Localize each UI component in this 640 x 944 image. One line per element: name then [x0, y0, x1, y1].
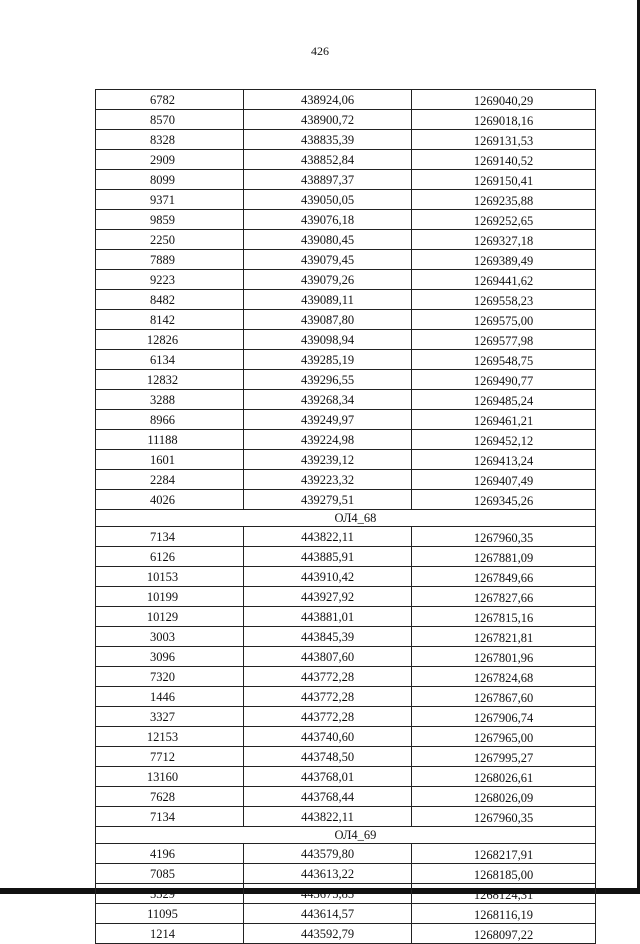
section-title: ОЛ4_69: [96, 827, 596, 844]
point-number-cell: 7134: [96, 527, 244, 547]
y-coordinate-cell: 1269131,53: [412, 130, 596, 150]
x-coordinate-cell: 443768,01: [244, 767, 412, 787]
x-coordinate-cell: 443822,11: [244, 807, 412, 827]
table-row: [96, 250, 596, 270]
x-coordinate-cell: 443748,50: [244, 747, 412, 767]
point-number-cell: 10129: [96, 607, 244, 627]
y-coordinate-cell: 1269490,77: [412, 370, 596, 390]
y-coordinate-cell: 1269327,18: [412, 230, 596, 250]
x-coordinate-cell: 443675,85: [244, 884, 412, 904]
point-number-cell: 7320: [96, 667, 244, 687]
y-coordinate-cell: 1269018,16: [412, 110, 596, 130]
x-coordinate-cell: 439079,45: [244, 250, 412, 270]
point-number-cell: 8142: [96, 310, 244, 330]
x-coordinate-cell: 443592,79: [244, 924, 412, 944]
x-coordinate-cell: 443614,57: [244, 904, 412, 924]
y-coordinate-cell: 1267960,35: [412, 527, 596, 547]
table-row: [96, 567, 596, 587]
point-number-cell: 12826: [96, 330, 244, 350]
x-coordinate-cell: 439050,05: [244, 190, 412, 210]
table-row: [96, 230, 596, 250]
table-row: [96, 130, 596, 150]
table-row: [96, 170, 596, 190]
table-row: [96, 430, 596, 450]
table-row: [96, 290, 596, 310]
y-coordinate-cell: 1268217,91: [412, 844, 596, 864]
x-coordinate-cell: 443885,91: [244, 547, 412, 567]
table-row: [96, 190, 596, 210]
table-row: [96, 450, 596, 470]
point-number-cell: 11095: [96, 904, 244, 924]
x-coordinate-cell: 443772,28: [244, 707, 412, 727]
y-coordinate-cell: 1269140,52: [412, 150, 596, 170]
table-row: [96, 904, 596, 924]
point-number-cell: 1446: [96, 687, 244, 707]
x-coordinate-cell: 443772,28: [244, 667, 412, 687]
table-row: [96, 687, 596, 707]
x-coordinate-cell: 443740,60: [244, 727, 412, 747]
coordinates-table: [95, 89, 596, 944]
y-coordinate-cell: 1268185,00: [412, 864, 596, 884]
point-number-cell: 6134: [96, 350, 244, 370]
point-number-cell: 3003: [96, 627, 244, 647]
point-number-cell: 7085: [96, 864, 244, 884]
x-coordinate-cell: 443807,60: [244, 647, 412, 667]
table-row: [96, 864, 596, 884]
point-number-cell: 10153: [96, 567, 244, 587]
point-number-cell: 5329: [96, 884, 244, 904]
y-coordinate-cell: 1269413,24: [412, 450, 596, 470]
y-coordinate-cell: 1268026,09: [412, 787, 596, 807]
point-number-cell: 9371: [96, 190, 244, 210]
x-coordinate-cell: 438852,84: [244, 150, 412, 170]
point-number-cell: 2909: [96, 150, 244, 170]
x-coordinate-cell: 438897,37: [244, 170, 412, 190]
y-coordinate-cell: 1269461,21: [412, 410, 596, 430]
point-number-cell: 10199: [96, 587, 244, 607]
y-coordinate-cell: 1269345,26: [412, 490, 596, 510]
table-row: [96, 410, 596, 430]
section-header-row: [96, 827, 596, 844]
y-coordinate-cell: 1267881,09: [412, 547, 596, 567]
table-row: [96, 844, 596, 864]
x-coordinate-cell: 439223,32: [244, 470, 412, 490]
y-coordinate-cell: 1269452,12: [412, 430, 596, 450]
table-row: [96, 310, 596, 330]
y-coordinate-cell: 1267815,16: [412, 607, 596, 627]
table-row: [96, 707, 596, 727]
x-coordinate-cell: 439076,18: [244, 210, 412, 230]
x-coordinate-cell: 439098,94: [244, 330, 412, 350]
table-row: [96, 210, 596, 230]
y-coordinate-cell: 1269577,98: [412, 330, 596, 350]
y-coordinate-cell: 1267965,00: [412, 727, 596, 747]
table-row: [96, 747, 596, 767]
table-row: [96, 330, 596, 350]
x-coordinate-cell: 439279,51: [244, 490, 412, 510]
x-coordinate-cell: 439079,26: [244, 270, 412, 290]
table-row: [96, 807, 596, 827]
table-row: [96, 150, 596, 170]
point-number-cell: 8099: [96, 170, 244, 190]
section-title: ОЛ4_68: [96, 510, 596, 527]
table-row: [96, 350, 596, 370]
table-row: [96, 787, 596, 807]
table-row: [96, 647, 596, 667]
x-coordinate-cell: 443881,01: [244, 607, 412, 627]
y-coordinate-cell: 1269575,00: [412, 310, 596, 330]
point-number-cell: 8570: [96, 110, 244, 130]
point-number-cell: 8482: [96, 290, 244, 310]
point-number-cell: 4196: [96, 844, 244, 864]
point-number-cell: 4026: [96, 490, 244, 510]
table-row: [96, 607, 596, 627]
point-number-cell: 8328: [96, 130, 244, 150]
x-coordinate-cell: 443772,28: [244, 687, 412, 707]
table-row: [96, 370, 596, 390]
y-coordinate-cell: 1269040,29: [412, 90, 596, 110]
table-row: [96, 667, 596, 687]
point-number-cell: 6782: [96, 90, 244, 110]
y-coordinate-cell: 1267849,66: [412, 567, 596, 587]
x-coordinate-cell: 439249,97: [244, 410, 412, 430]
x-coordinate-cell: 439089,11: [244, 290, 412, 310]
y-coordinate-cell: 1267906,74: [412, 707, 596, 727]
y-coordinate-cell: 1269441,62: [412, 270, 596, 290]
table-row: [96, 470, 596, 490]
y-coordinate-cell: 1269235,88: [412, 190, 596, 210]
y-coordinate-cell: 1269389,49: [412, 250, 596, 270]
x-coordinate-cell: 438835,39: [244, 130, 412, 150]
x-coordinate-cell: 439296,55: [244, 370, 412, 390]
point-number-cell: 12832: [96, 370, 244, 390]
point-number-cell: 2284: [96, 470, 244, 490]
point-number-cell: 13160: [96, 767, 244, 787]
point-number-cell: 3096: [96, 647, 244, 667]
point-number-cell: 11188: [96, 430, 244, 450]
x-coordinate-cell: 439285,19: [244, 350, 412, 370]
table-row: [96, 727, 596, 747]
y-coordinate-cell: 1267960,35: [412, 807, 596, 827]
table-row: [96, 390, 596, 410]
table-row: [96, 90, 596, 110]
point-number-cell: 6126: [96, 547, 244, 567]
x-coordinate-cell: 443822,11: [244, 527, 412, 547]
point-number-cell: 9859: [96, 210, 244, 230]
table-row: [96, 527, 596, 547]
y-coordinate-cell: 1268124,31: [412, 884, 596, 904]
y-coordinate-cell: 1269150,41: [412, 170, 596, 190]
y-coordinate-cell: 1269485,24: [412, 390, 596, 410]
y-coordinate-cell: 1268116,19: [412, 904, 596, 924]
point-number-cell: 3288: [96, 390, 244, 410]
section-header-row: [96, 510, 596, 527]
x-coordinate-cell: 443768,44: [244, 787, 412, 807]
x-coordinate-cell: 443613,22: [244, 864, 412, 884]
table-row: [96, 627, 596, 647]
x-coordinate-cell: 443579,80: [244, 844, 412, 864]
x-coordinate-cell: 439239,12: [244, 450, 412, 470]
x-coordinate-cell: 439087,80: [244, 310, 412, 330]
table-row: [96, 924, 596, 944]
x-coordinate-cell: 438924,06: [244, 90, 412, 110]
y-coordinate-cell: 1267827,66: [412, 587, 596, 607]
x-coordinate-cell: 438900,72: [244, 110, 412, 130]
point-number-cell: 9223: [96, 270, 244, 290]
x-coordinate-cell: 439224,98: [244, 430, 412, 450]
y-coordinate-cell: 1268026,61: [412, 767, 596, 787]
table-row: [96, 547, 596, 567]
y-coordinate-cell: 1269558,23: [412, 290, 596, 310]
y-coordinate-cell: 1267821,81: [412, 627, 596, 647]
y-coordinate-cell: 1267867,60: [412, 687, 596, 707]
point-number-cell: 1601: [96, 450, 244, 470]
y-coordinate-cell: 1267801,96: [412, 647, 596, 667]
y-coordinate-cell: 1269548,75: [412, 350, 596, 370]
point-number-cell: 8966: [96, 410, 244, 430]
y-coordinate-cell: 1269407,49: [412, 470, 596, 490]
coordinates-table-body: [96, 90, 596, 944]
table-row: [96, 767, 596, 787]
y-coordinate-cell: 1267995,27: [412, 747, 596, 767]
point-number-cell: 7628: [96, 787, 244, 807]
point-number-cell: 7889: [96, 250, 244, 270]
y-coordinate-cell: 1269252,65: [412, 210, 596, 230]
x-coordinate-cell: 443845,39: [244, 627, 412, 647]
table-row: [96, 110, 596, 130]
point-number-cell: 7712: [96, 747, 244, 767]
y-coordinate-cell: 1267824,68: [412, 667, 596, 687]
page-number: 426: [311, 44, 329, 58]
x-coordinate-cell: 443910,42: [244, 567, 412, 587]
x-coordinate-cell: 439268,34: [244, 390, 412, 410]
x-coordinate-cell: 439080,45: [244, 230, 412, 250]
y-coordinate-cell: 1268097,22: [412, 924, 596, 944]
point-number-cell: 7134: [96, 807, 244, 827]
point-number-cell: 2250: [96, 230, 244, 250]
x-coordinate-cell: 443927,92: [244, 587, 412, 607]
table-row: [96, 490, 596, 510]
point-number-cell: 12153: [96, 727, 244, 747]
table-row: [96, 270, 596, 290]
table-row: [96, 587, 596, 607]
point-number-cell: 1214: [96, 924, 244, 944]
point-number-cell: 3327: [96, 707, 244, 727]
